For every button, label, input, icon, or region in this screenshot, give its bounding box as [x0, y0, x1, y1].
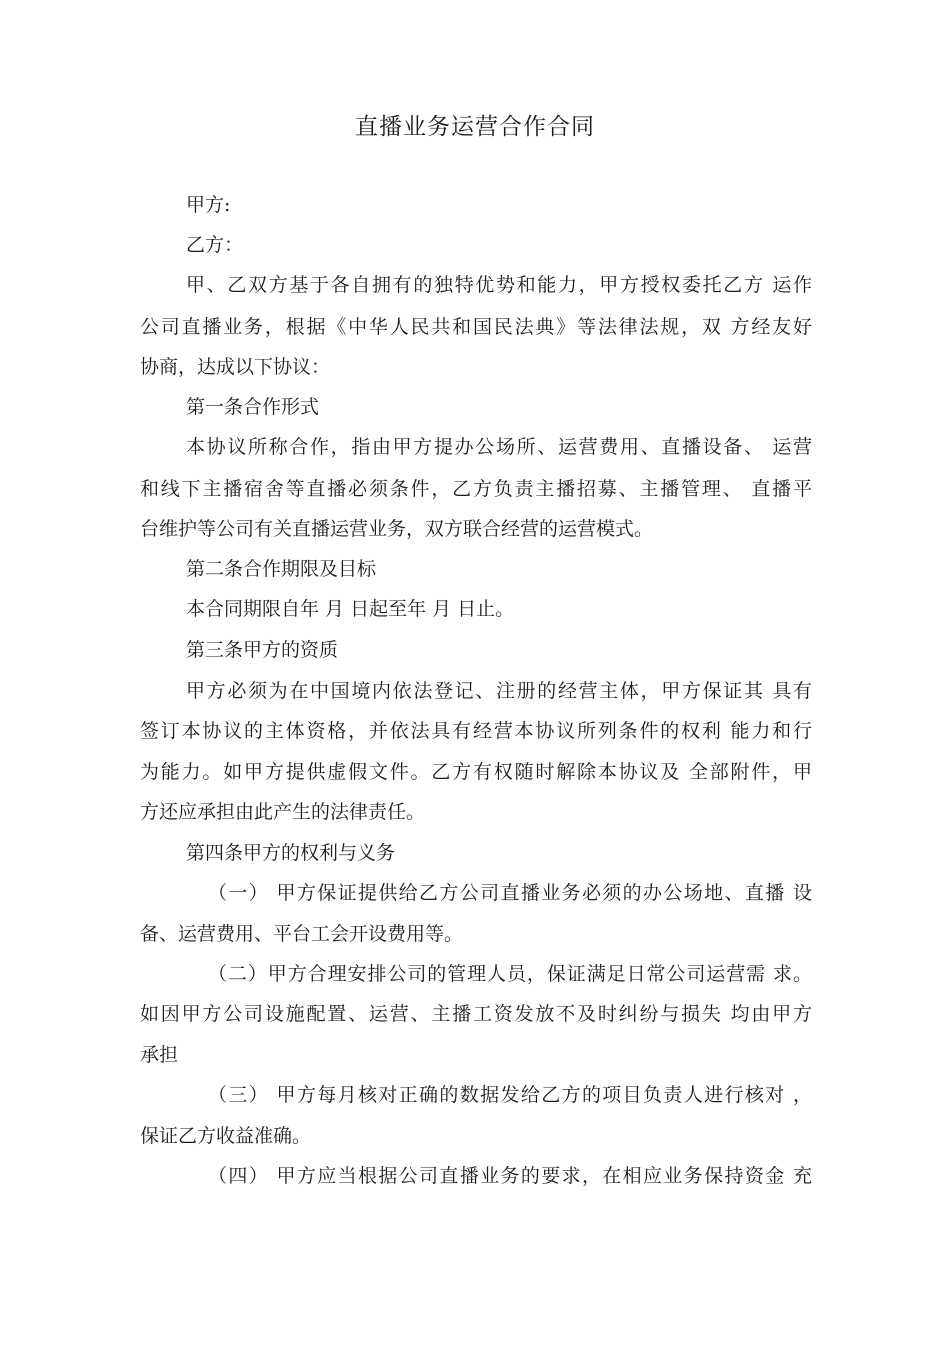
paragraph-line: 如因甲方公司设施配置、运营、主播工资发放不及时纠纷与损失 均由甲方	[140, 1003, 812, 1025]
paragraph-line: 和线下主播宿舍等直播必须条件，乙方负责主播招募、主播管理、 直播平	[140, 478, 812, 500]
paragraph-line: （一） 甲方保证提供给乙方公司直播业务必须的办公场地、直播 设	[208, 882, 812, 904]
paragraph-line: 协商，达成以下协议：	[140, 356, 331, 378]
section-heading: 第二条合作期限及目标	[186, 558, 377, 580]
paragraph-line: 甲、乙双方基于各自拥有的独特优势和能力，甲方授权委托乙方 运作	[186, 274, 812, 296]
party-a-line: 甲方:	[186, 194, 231, 216]
paragraph-line: （三） 甲方每月核对正确的数据发给乙方的项目负责人进行核对 ，	[208, 1084, 812, 1106]
party-b-line: 乙方：	[186, 234, 244, 256]
paragraph-line: 为能力。如甲方提供虚假文件。乙方有权随时解除本协议及 全部附件，甲	[140, 761, 812, 783]
section-heading: 第四条甲方的权利与义务	[186, 842, 396, 864]
section-heading: 第三条甲方的资质	[186, 639, 339, 661]
paragraph-line: 承担	[140, 1044, 179, 1066]
document-title: 直播业务运营合作合同	[355, 114, 595, 140]
paragraph-line: 本协议所称合作，指由甲方提办公场所、运营费用、直播设备、 运营	[186, 436, 812, 458]
paragraph-line: 签订本协议的主体资格，并依法具有经营本协议所列条件的权利 能力和行	[140, 720, 812, 742]
paragraph-line: （二）甲方合理安排公司的管理人员，保证满足日常公司运营需 求。	[208, 963, 812, 985]
paragraph-line: 甲方必须为在中国境内依法登记、注册的经营主体，甲方保证其 具有	[186, 680, 812, 702]
paragraph-line: 备、运营费用、平台工会开设费用等。	[140, 923, 464, 945]
paragraph-line: 方还应承担由此产生的法律责任。	[140, 801, 426, 823]
paragraph-line: 保证乙方收益准确。	[140, 1125, 312, 1147]
paragraph-line: 本合同期限自年 月 日起至年 月 日止。	[186, 598, 515, 620]
paragraph-line: 公司直播业务，根据《中华人民共和国民法典》等法律法规，双 方经友好	[140, 316, 812, 338]
section-heading: 第一条合作形式	[186, 396, 320, 418]
paragraph-line: 台维护等公司有关直播运营业务，双方联合经营的运营模式。	[140, 518, 654, 540]
paragraph-line: （四） 甲方应当根据公司直播业务的要求，在相应业务保持资金 充	[208, 1165, 812, 1187]
